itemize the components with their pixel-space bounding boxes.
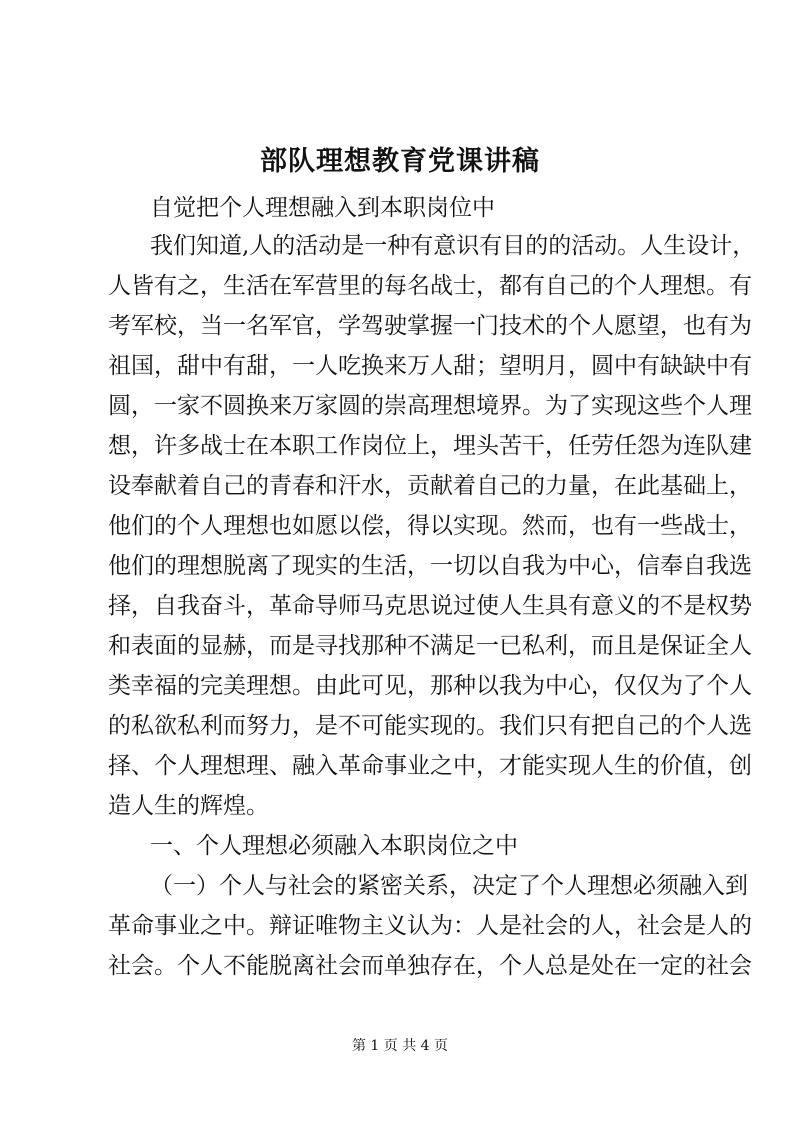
paragraph-line: 社会。个人不能脱离社会而单独存在，个人总是处在一定的社会	[108, 953, 752, 979]
paragraph-line: 择、个人理想理、融入革命事业之中，才能实现人生的价值，创	[108, 753, 752, 779]
paragraph-line: 择，自我奋斗，革命导师马克思说过使人生具有意义的不是权势	[108, 593, 752, 619]
paragraph-line: 我们知道,人的活动是一种有意识有目的的活动。人生设计，	[150, 233, 756, 259]
paragraph-line: 他们的理想脱离了现实的生活，一切以自我为中心，信奉自我选	[108, 553, 752, 579]
document-title: 部队理想教育党课讲稿	[260, 146, 540, 177]
section-heading: 一、个人理想必须融入本职岗位之中	[150, 833, 518, 859]
paragraph-line: 他们的个人理想也如愿以偿，得以实现。然而，也有一些战士，	[108, 513, 752, 539]
paragraph-line: 设奉献着自己的青春和汗水，贡献着自己的力量，在此基础上，	[108, 473, 752, 499]
paragraph-line: 想，许多战士在本职工作岗位上，埋头苦干，任劳任怨为连队建	[108, 433, 752, 459]
paragraph-line: 类幸福的完美理想。由此可见，那种以我为中心，仅仅为了个人	[108, 673, 752, 699]
paragraph-line: 革命事业之中。辩证唯物主义认为：人是社会的人，社会是人的	[108, 913, 752, 939]
paragraph-line: 和表面的显赫，而是寻找那种不满足一已私利，而且是保证全人	[108, 633, 752, 659]
paragraph-line: 的私欲私利而努力，是不可能实现的。我们只有把自己的个人选	[108, 713, 752, 739]
subtitle: 自觉把个人理想融入到本职岗位中	[150, 195, 495, 221]
paragraph-line: 考军校，当一名军官，学驾驶掌握一门技术的个人愿望，也有为	[108, 313, 752, 339]
paragraph-line: 造人生的辉煌。	[108, 793, 269, 819]
paragraph-line: （一）个人与社会的紧密关系，决定了个人理想必须融入到	[150, 873, 748, 899]
paragraph-line: 祖国，甜中有甜，一人吃换来万人甜；望明月，圆中有缺缺中有	[108, 353, 752, 379]
paragraph-line: 人皆有之，生活在军营里的每名战士，都有自己的个人理想。有	[108, 273, 752, 299]
paragraph-line: 圆，一家不圆换来万家圆的崇高理想境界。为了实现这些个人理	[108, 393, 752, 419]
page-number-footer: 第 1 页 共 4 页	[351, 1038, 449, 1054]
